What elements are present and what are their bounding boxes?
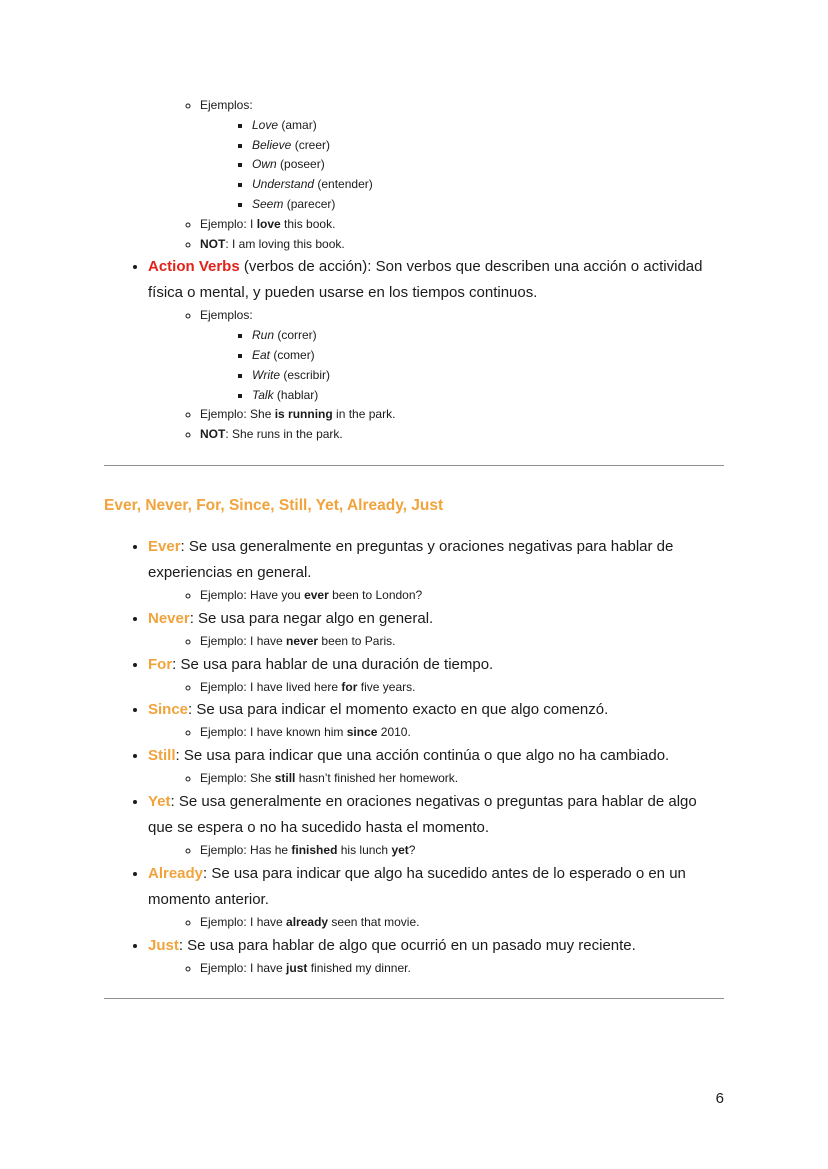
list-item — [200, 586, 724, 606]
list-item — [200, 235, 724, 255]
verb-types-list — [104, 254, 724, 445]
example-sentence: Ejemplo: I have known him since 2010. — [200, 725, 411, 740]
not-sentence: NOT: I am loving this book. — [200, 236, 345, 251]
section-heading: Ever, Never, For, Since, Still, Yet, Already, Just — [104, 496, 444, 514]
adverb-definition: Since: Se usa para indicar el momento exacto en que algo comenzó. — [148, 701, 609, 719]
verb-example-text: Talk (hablar) — [252, 387, 319, 402]
example-sentence: Ejemplo: I have just finished my dinner. — [200, 960, 411, 975]
list-item — [148, 743, 724, 789]
example-sentence: Ejemplo: I love this book. — [200, 216, 336, 231]
list-item — [148, 534, 724, 606]
example-sentence: Ejemplo: I have already seen that movie. — [200, 914, 420, 929]
example-sentence: Ejemplo: Have you ever been to London? — [200, 587, 423, 602]
example-sentence: Ejemplo: I have lived here for five years. — [200, 679, 416, 694]
adverb-example-sublist — [148, 678, 724, 698]
adverb-definition: Ever: Se usa generalmente en preguntas y oraciones negativas para hablar de experiencias en general. — [148, 537, 674, 581]
action-verbs-sublist — [148, 306, 724, 445]
action-verb-examples-list — [200, 326, 724, 405]
list-item — [252, 366, 724, 386]
adverb-example-sublist — [148, 959, 724, 979]
list-item — [200, 678, 724, 698]
adverb-example-sublist — [148, 632, 724, 652]
adverb-definition: Already: Se usa para indicar que algo ha sucedido antes de lo esperado o en un momento anterior. — [148, 864, 686, 908]
action-verbs-definition: Action Verbs (verbos de acción): Son verbos que describen una acción o actividad física o mental, y pueden usarse en los tiempos continuos. — [148, 258, 703, 302]
list-item — [252, 175, 724, 195]
example-sentence: Ejemplo: She is running in the park. — [200, 407, 396, 422]
list-item — [200, 96, 724, 215]
adverb-example-sublist — [148, 913, 724, 933]
example-sentence: Ejemplo: Has he finished his lunch yet? — [200, 842, 416, 857]
adverb-definition: For: Se usa para hablar de una duración de tiempo. — [148, 655, 494, 673]
list-item — [252, 195, 724, 215]
list-item — [200, 215, 724, 235]
verb-example-text: Understand (entender) — [252, 177, 373, 192]
verb-example-text: Love (amar) — [252, 117, 317, 132]
list-item — [148, 861, 724, 933]
list-item — [200, 769, 724, 789]
list-item — [252, 346, 724, 366]
list-item — [252, 116, 724, 136]
verb-example-text: Eat (comer) — [252, 347, 315, 362]
not-sentence: NOT: She runs in the park. — [200, 427, 343, 442]
list-item — [200, 913, 724, 933]
list-item — [148, 789, 724, 861]
list-item — [252, 155, 724, 175]
adverb-definition: Just: Se usa para hablar de algo que ocurrió en un pasado muy reciente. — [148, 936, 636, 954]
list-item — [252, 386, 724, 406]
stative-verb-examples-list — [200, 116, 724, 215]
adverb-example-sublist — [148, 769, 724, 789]
adverb-example-sublist — [148, 723, 724, 743]
list-item — [200, 723, 724, 743]
verb-example-text: Seem (parecer) — [252, 196, 336, 211]
list-item — [148, 933, 724, 979]
adverb-definition: Never: Se usa para negar algo en general. — [148, 609, 434, 627]
ejemplos-label: Ejemplos: — [200, 308, 253, 323]
list-item — [148, 606, 724, 652]
list-item — [148, 254, 724, 445]
adverb-example-sublist — [148, 586, 724, 606]
verb-example-text: Run (correr) — [252, 328, 317, 343]
stative-sublist — [104, 96, 724, 254]
list-item — [200, 959, 724, 979]
list-item — [200, 306, 724, 405]
list-item — [148, 652, 724, 698]
example-sentence: Ejemplo: She still hasn’t finished her homework. — [200, 771, 459, 786]
list-item — [200, 405, 724, 425]
verb-example-text: Believe (creer) — [252, 137, 331, 152]
list-item — [252, 136, 724, 156]
horizontal-rule — [104, 465, 724, 466]
ejemplos-label: Ejemplos: — [200, 98, 253, 112]
page-number: 6 — [715, 1090, 724, 1107]
verb-example-text: Own (poseer) — [252, 157, 325, 172]
adverbs-list — [104, 534, 724, 978]
list-item — [200, 632, 724, 652]
list-item — [252, 326, 724, 346]
adverb-definition: Still: Se usa para indicar que una acción continúa o que algo no ha cambiado. — [148, 747, 670, 765]
adverb-example-sublist — [148, 841, 724, 861]
horizontal-rule — [104, 998, 724, 999]
example-sentence: Ejemplo: I have never been to Paris. — [200, 633, 396, 648]
list-item — [200, 425, 724, 445]
adverb-definition: Yet: Se usa generalmente en oraciones negativas o preguntas para hablar de algo que se espera o no ha sucedido hasta el momento. — [148, 792, 697, 836]
list-item — [200, 841, 724, 861]
verb-example-text: Write (escribir) — [252, 367, 330, 382]
list-item — [148, 697, 724, 743]
